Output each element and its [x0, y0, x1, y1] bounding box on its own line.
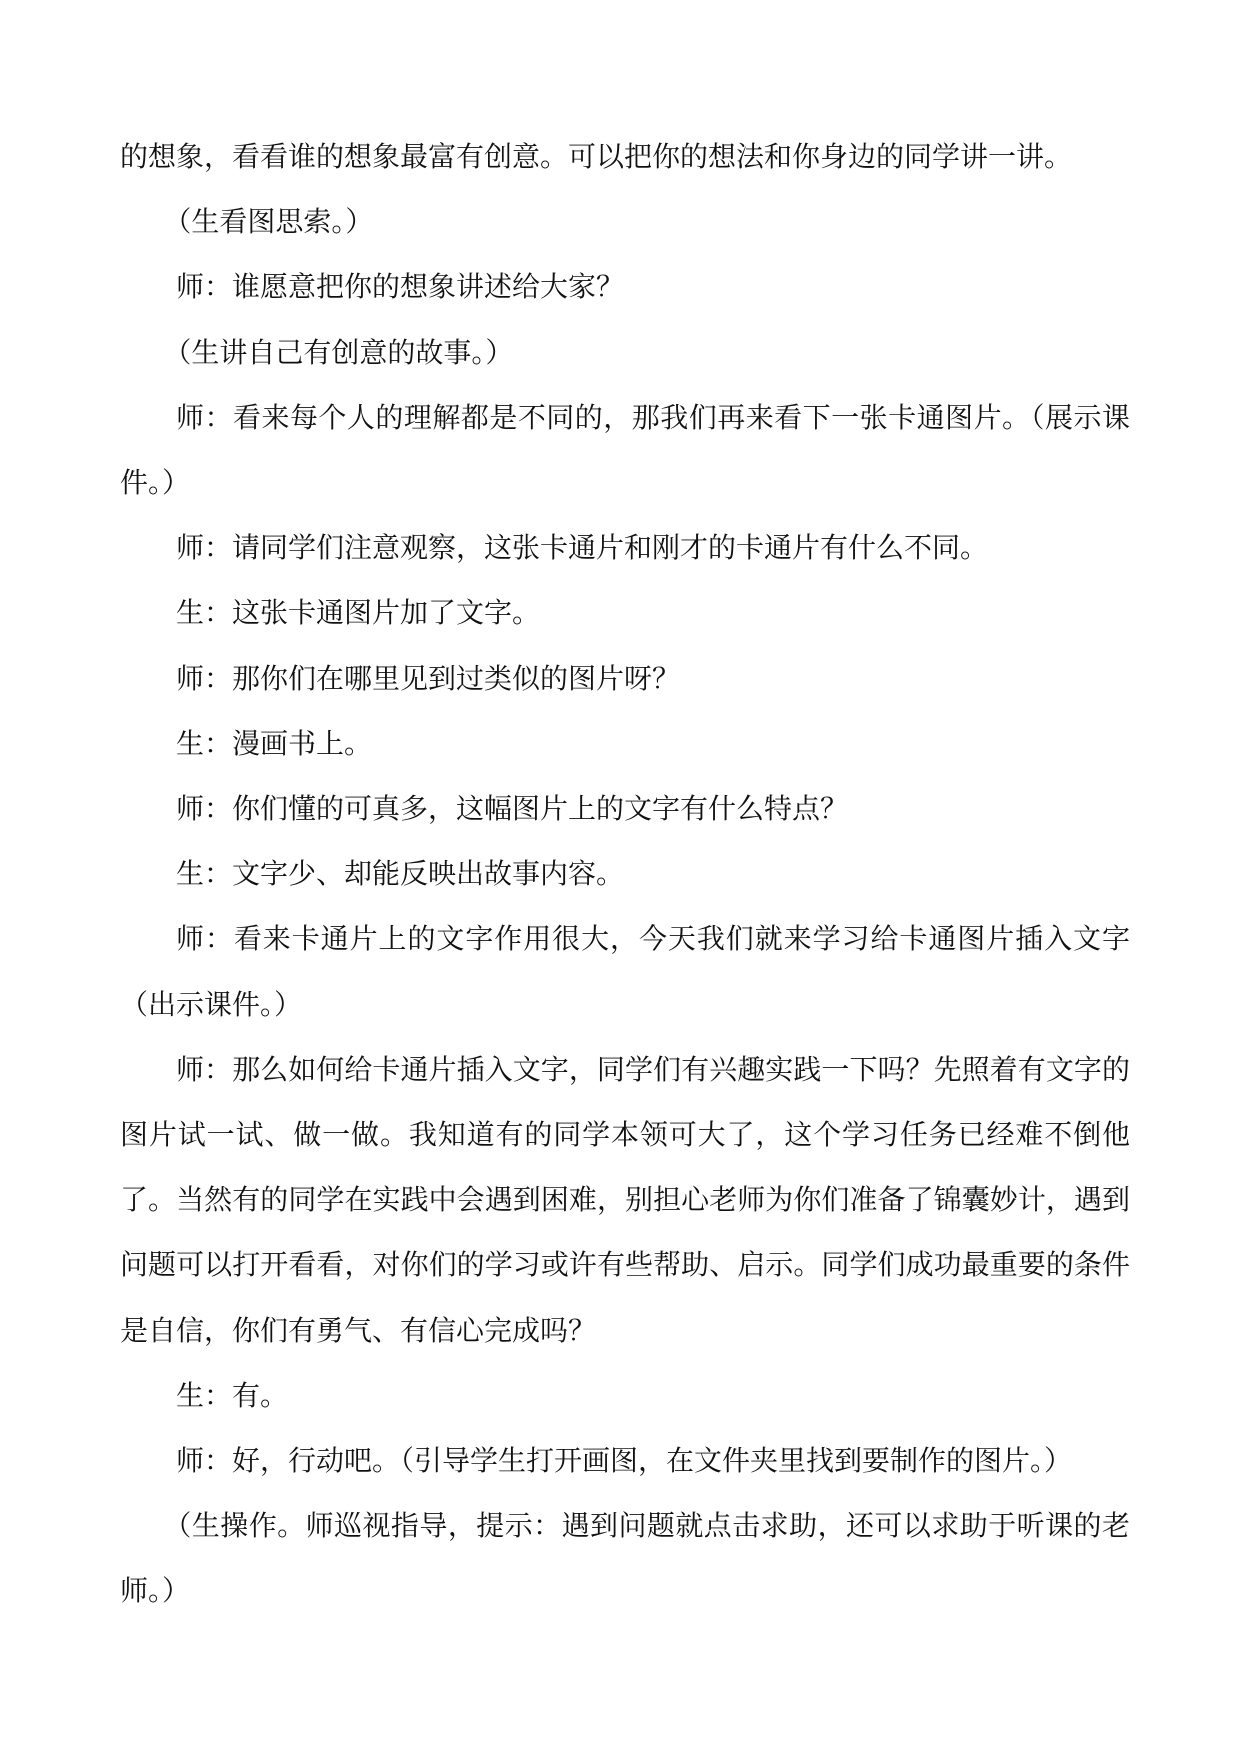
- paragraph-student-yes: 生：有。: [176, 1378, 289, 1412]
- paragraph-teacher-next-picture: 师：看来每个人的理解都是不同的，那我们再来看下一张卡通图片。（展示课件。）: [120, 400, 1130, 500]
- paragraph-student-text-added: 生：这张卡通图片加了文字。: [176, 596, 541, 630]
- paragraph-student-features: 生：文字少、却能反映出故事内容。: [176, 857, 625, 891]
- paragraph-student-story: （生讲自己有创意的故事。）: [163, 335, 514, 369]
- paragraph-student-operation: （生操作。师巡视指导，提示：遇到问题就点击求助，还可以求助于听课的老师。）: [120, 1509, 1130, 1608]
- paragraph-teacher-observe: 师：请同学们注意观察，这张卡通片和刚才的卡通片有什么不同。: [176, 531, 989, 565]
- paragraph-continuation: 的想象，看看谁的想象最富有创意。可以把你的想法和你身边的同学讲一讲。: [120, 140, 1073, 173]
- paragraph-teacher-topic: 师：看来卡通片上的文字作用很大，今天我们就来学习给卡通图片插入文字（出示课件。）: [120, 922, 1130, 1021]
- paragraph-teacher-action: 师：好，行动吧。（引导学生打开画图，在文件夹里找到要制作的图片。）: [176, 1444, 1073, 1478]
- paragraph-teacher-features: 师：你们懂的可真多，这幅图片上的文字有什么特点？: [176, 792, 849, 826]
- lesson-transcript: [120, 124, 1130, 1624]
- paragraph-teacher-where-seen: 师：那你们在哪里见到过类似的图片呀？: [176, 661, 681, 695]
- paragraph-student-comics: 生：漫画书上。: [176, 726, 373, 760]
- paragraph-teacher-question: 师：谁愿意把你的想象讲述给大家？: [176, 270, 625, 304]
- paragraph-student-thinking: （生看图思索。）: [163, 205, 374, 239]
- paragraph-teacher-task: 师：那么如何给卡通片插入文字，同学们有兴趣实践一下吗？先照着有文字的图片试一试、做一做。我知道有的同学本领可大了，这个学习任务已经难不倒他了。当然有的同学在实践中会遇到困难，别担心老师为你们准备了锦囊妙计，遇到问题可以打开看看，对你们的学习或许有些帮助、启示。同学们成功最重要的条件是自信，你们有勇气、有信心完成吗？: [120, 1052, 1130, 1347]
